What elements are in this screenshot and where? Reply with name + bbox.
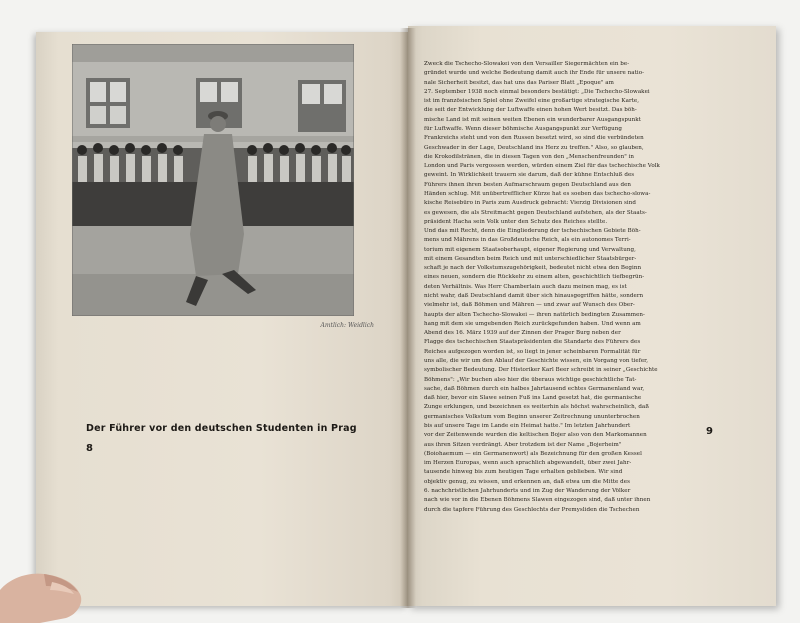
body-text-line: London und Paris vergossen werden, würden einem Ziel für das tschechische Volk: [424, 163, 660, 170]
body-text-line: nicht wahr, daß Deutschland damit über sich hinausgegriffen hätte, sondern: [424, 293, 644, 300]
body-text-line: Reiches aufgezogen worden ist, so liegt in jener scheinbaren Formalität für: [424, 348, 641, 355]
body-text-line: (Boiohaemum — ein Germanenwort) als Bezeichnung für den großen Kessel: [424, 450, 642, 457]
body-text-line: tausende hinweg bis zum heutigen Tage erhalten geblieben. Wir sind: [424, 469, 623, 476]
body-text-line: nale Sicherheit besitzt, das hat uns das Pariser Blatt „Epoque" am: [424, 79, 614, 86]
body-text-line: vor der Zeitenwende wurden die keltischen Bojer also von den Markomannen: [424, 432, 647, 439]
book-gutter: [400, 28, 416, 608]
body-text-line: uns alle, die wir um den Ablauf der Geschichte wissen, ein Vorgang von tiefer,: [424, 358, 649, 364]
body-text-line: Böhmens": „Wir buchen also hier die überaus wichtige geschichtliche Tat-: [424, 376, 637, 383]
body-text-line: haupts der alten Tschecho-Slowakei — ihren natürlich bedingten Zusammen-: [424, 311, 645, 318]
thumb-holding-book: [0, 560, 88, 623]
body-text-line: bis auf unsere Tage im Lande ein Heimat hatte." Im letzten Jahrhundert: [424, 422, 631, 429]
photo-caption: Der Führer vor den deutschen Studenten in Prag: [86, 423, 357, 434]
body-text-line: mens und Mährens in das Großdeutsche Reich, als ein autonomes Terri-: [424, 237, 631, 244]
body-text-line: aus ihren Sitzen verdrängt. Aber trotzdem ist der Name „Bojerheim": [424, 441, 622, 448]
body-text-line: die seit der Entwicklung der Luftwaffe einen hohen Wert besitzt. Das böh-: [424, 107, 637, 114]
body-text-line: die Krokodilstränen, die in diesen Tagen von den „Menschenfreunden" in: [424, 153, 635, 160]
body-text-line: symbolischer Bedeutung. Der Historiker Karl Beer schreibt in seiner „Geschichte: [424, 367, 658, 374]
body-text-line: objektiv genug, zu wissen, und erkennen an, daß etwa um die Mitte des: [424, 478, 630, 485]
body-text-line: Führers ihnen ihren besten Aufmarschraum gegen Deutschland aus den: [424, 181, 632, 188]
body-text-line: hang mit dem sie umgebenden Reich zurückgefunden haben. Und wenn am: [424, 320, 641, 327]
body-text-line: torium mit eigenem Staatsoberhaupt, eigener Regierung und Verwaltung,: [424, 246, 636, 253]
body-text: [424, 60, 720, 515]
body-text-line: vielmehr ist, daß Böhmen und Mähren — und zwar auf Wunsch des Ober-: [424, 302, 635, 309]
body-text-line: nach wie vor in die Ebenen Böhmens Slawen eingezogen sind, daß unter ihnen: [424, 497, 651, 504]
photograph-image: [72, 44, 354, 316]
body-text-line: germanisches Volkstum vom Beginn unserer Zeitrechnung ununterbrochen: [424, 413, 640, 420]
body-text-line: mische Land ist mit seinen weiten Ebenen ein wunderbarer Ausgangspunkt: [424, 116, 641, 123]
body-text-line: mit einem Gesandten beim Reich und mit unterschiedlicher Staatsbürger-: [424, 255, 637, 262]
body-text-line: gründet wurde und welche Bedeutung damit auch ihr Ende für unsere natio-: [424, 70, 645, 77]
body-text-line: 6. nachchristlichen Jahrhunderts und im Zug der Wanderung der Völker: [424, 487, 631, 494]
body-text-line: Abend des 16. März 1939 auf der Zinnen der Prager Burg neben der: [424, 330, 621, 337]
body-text-line: ist im französischen Spiel ohne Zweifel eine großartige strategische Karte,: [424, 98, 640, 105]
body-text-line: daß hier, bevor ein Slawe seinen Fuß ins Land gesetzt hat, die germanische: [424, 395, 642, 402]
body-text-line: im Herzen Europas, wenn auch sprachlich abgewandelt, über zwei Jahr-: [424, 460, 632, 467]
historical-photograph: [72, 44, 354, 316]
body-text-line: 27. September 1938 noch einmal besonders bestätigt: „Die Tschecho-Slowakei: [424, 88, 650, 95]
body-text-line: Geschwader in der Lage, Deutschland ins Herz zu treffen." Also, so glauben,: [424, 144, 644, 151]
body-text-line: kische Reisebüro in Paris zum Ausdruck gebracht: Vierzig Divisionen sind: [424, 200, 636, 207]
page-number-left: 8: [86, 443, 93, 454]
body-text-line: Händen schlug. Mit unübertrefflicher Kürze hat es soeben das tschecho-slowa-: [424, 190, 651, 197]
body-text-line: schaft je nach der Volkstumszugehörigkeit, bedeutet nicht etwa den Beginn: [424, 265, 642, 272]
body-text-line: eines neuen, sondern die Rückkehr zu einem alten, geschichtlich tiefbegrün-: [424, 274, 645, 281]
body-text-line: präsident Hacha sein Volk unter den Schutz des Reiches stellte.: [424, 218, 608, 225]
body-text-line: Und das mit Recht, denn die Eingliederung der tschechischen Gebiete Böh-: [424, 228, 641, 235]
body-text-line: Zunge erklungen, und bezeichnen es weiterhin als höchst wahrscheinlich, daß: [424, 404, 650, 411]
body-text-line: es gewesen, die als Streitmacht gegen Deutschland aufstehen, als der Staats-: [424, 209, 647, 216]
body-text-line: Flagge des tschechischen Staatspräsidenten die Standarte des Führers des: [424, 339, 641, 346]
body-text-line: Zweck die Tschecho-Slowakei von den Versailler Siegermächten ein be-: [424, 61, 630, 67]
body-text-line: durch die tapfere Führung des Geschlechts der Premysliden die Tschechen: [424, 506, 640, 513]
photo-credit: Amtlich: Weidlich: [320, 322, 374, 329]
body-text-line: für Luftwaffe. Wenn dieser böhmische Ausgangspunkt zur Verfügung: [424, 125, 622, 132]
page-number-right: 9: [706, 426, 713, 437]
body-text-line: Frankreichs steht und von den Russen besetzt wird, so sind die verbündeten: [424, 135, 644, 142]
body-text-line: geweint. In Wirklichkeit trauern sie darum, daß der kühne Entschluß des: [424, 172, 635, 179]
body-text-line: deten Verhältnis. Was Herr Chamberlain auch dazu meinen mag, es ist: [424, 283, 627, 290]
body-text-line: sache, daß Böhmen durch ein halbes Jahrtausend echtes Germanenland war,: [424, 385, 645, 392]
